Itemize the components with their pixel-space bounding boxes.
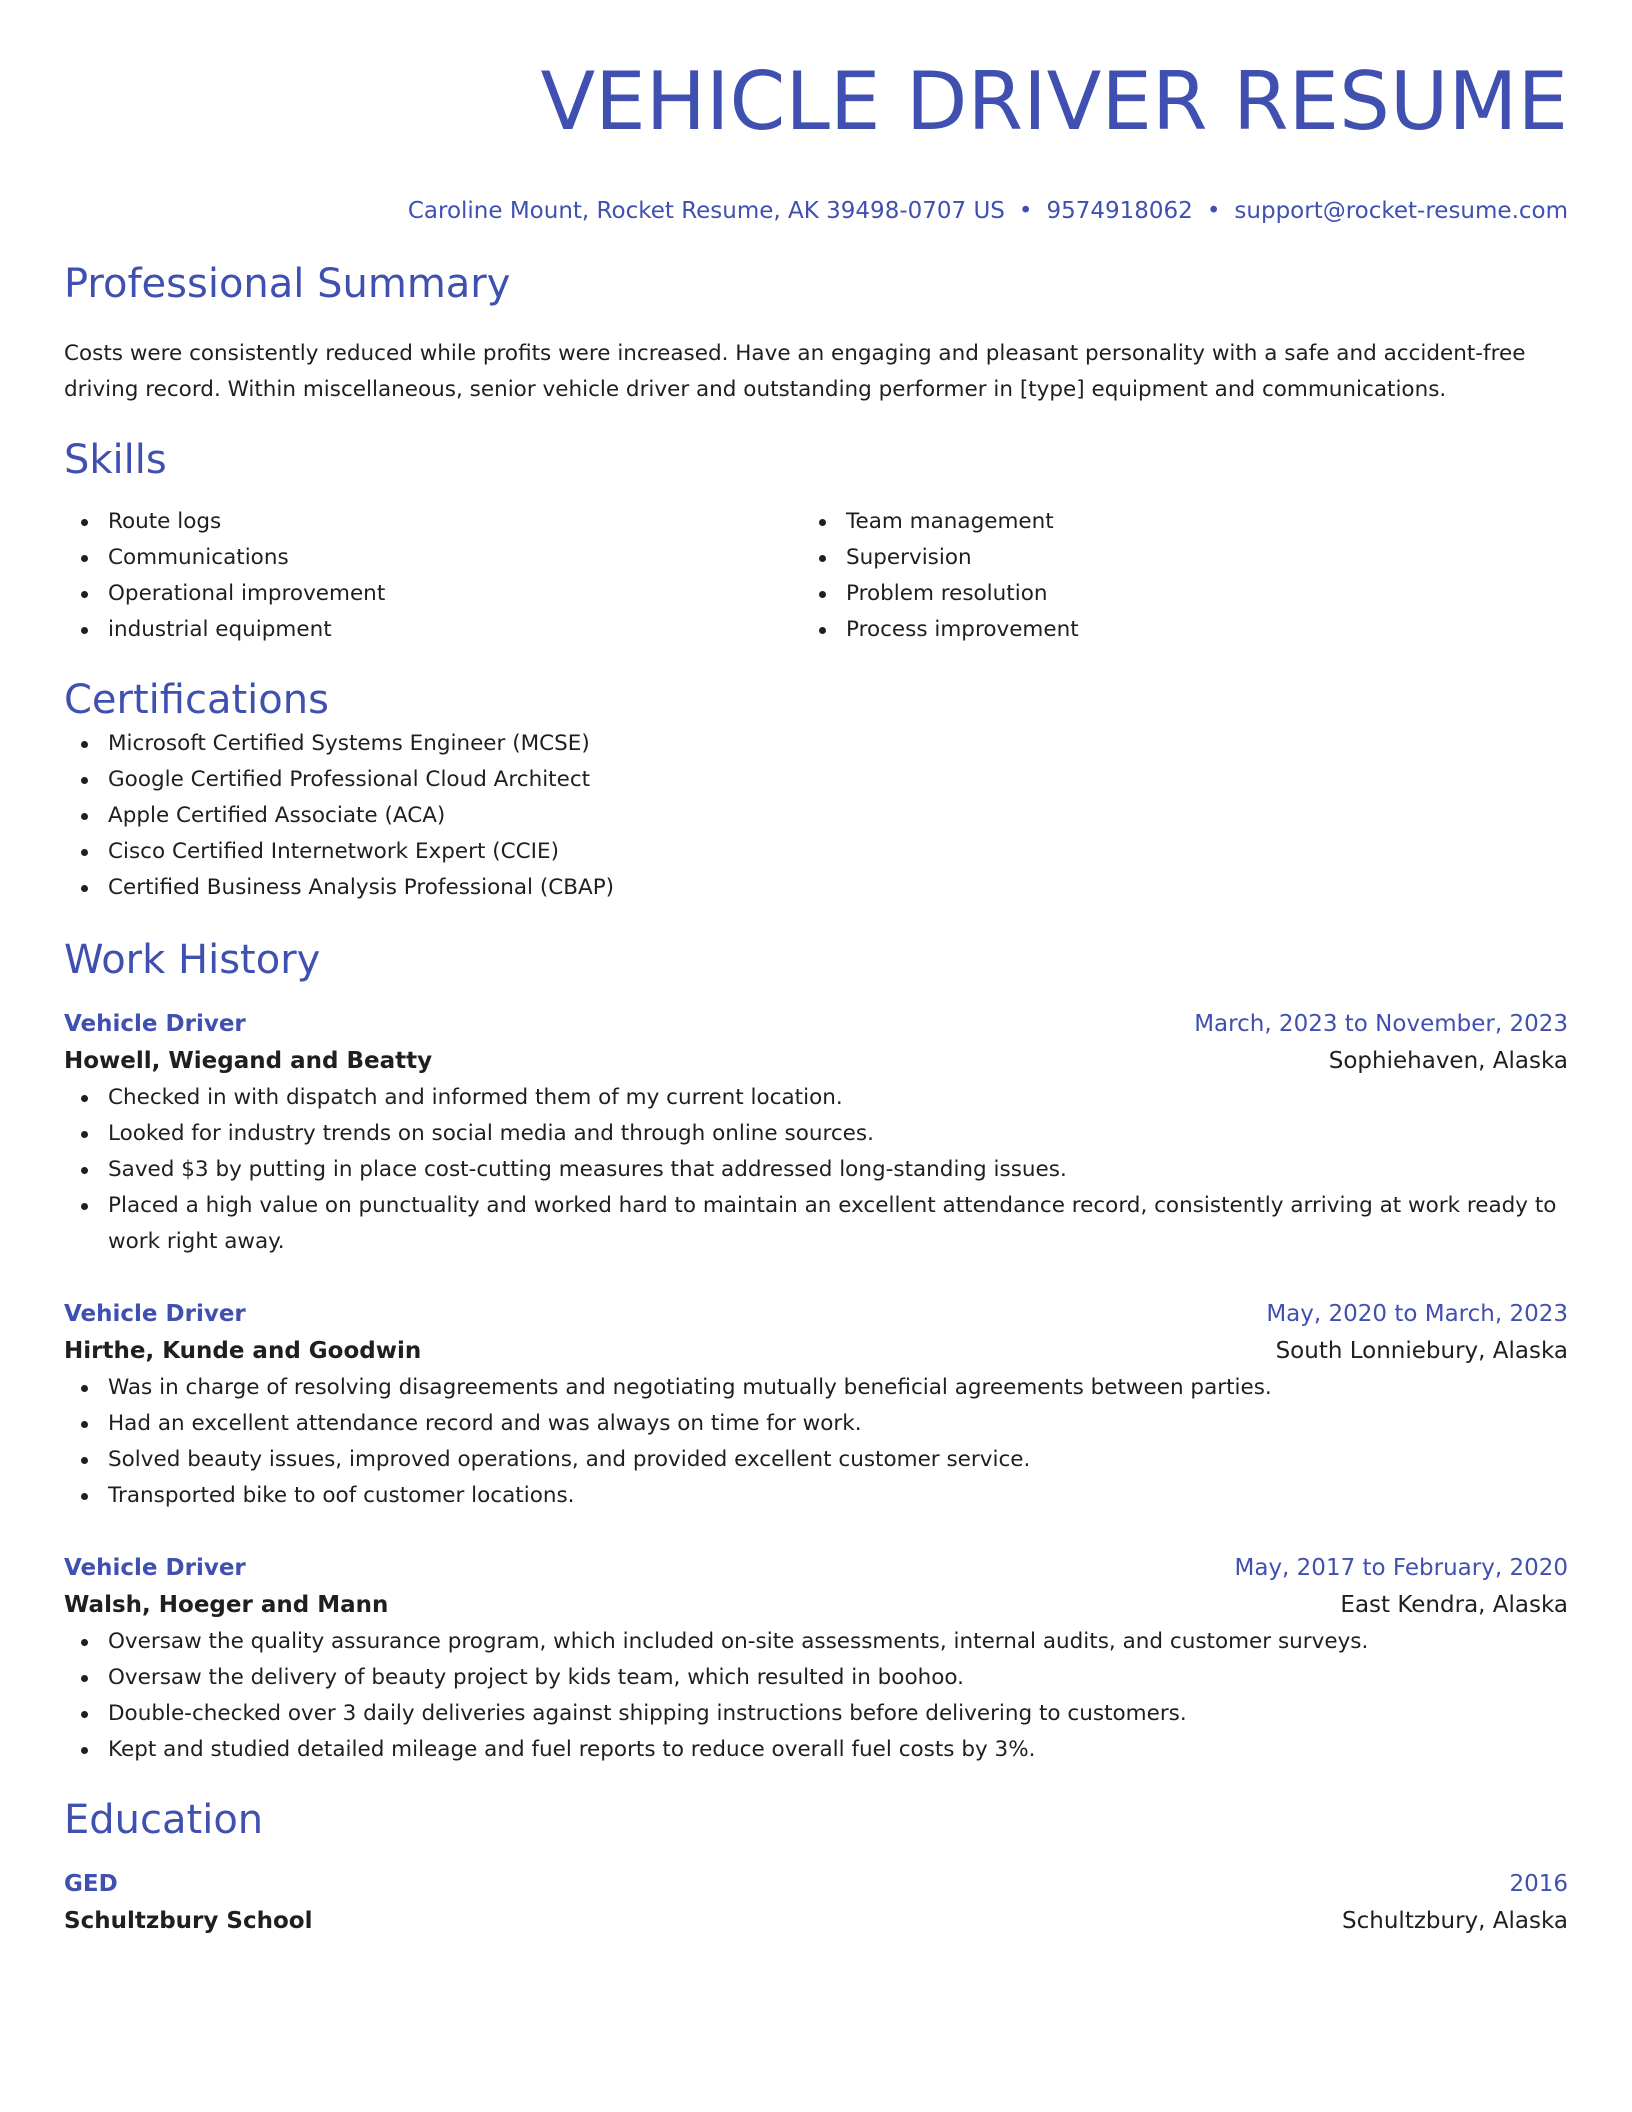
skill-item: industrial equipment	[64, 612, 802, 648]
job-bullets	[64, 1080, 1568, 1260]
job-title: Vehicle Driver	[64, 1011, 246, 1037]
job-dates: May, 2017 to February, 2020	[1234, 1555, 1568, 1581]
job-title: Vehicle Driver	[64, 1301, 246, 1327]
job-company: Hirthe, Kunde and Goodwin	[64, 1338, 422, 1364]
certification-item: Apple Certified Associate (ACA)	[64, 798, 1568, 834]
job-bullet: Checked in with dispatch and informed them of my current location.	[64, 1080, 1568, 1116]
job-company-row	[64, 1042, 1568, 1080]
education-location: Schultzbury, Alaska	[1342, 1908, 1568, 1934]
work-history-heading: Work History	[64, 937, 321, 983]
education-heading: Education	[64, 1797, 264, 1843]
skills-section	[64, 434, 1568, 648]
job-bullet: Looked for industry trends on social media and through online sources.	[64, 1116, 1568, 1152]
contact-address: Caroline Mount, Rocket Resume, AK 39498-0707 US	[407, 198, 1005, 224]
skill-item: Process improvement	[802, 612, 1540, 648]
certification-item: Microsoft Certified Systems Engineer (MCSE)	[64, 726, 1568, 762]
job-dates: May, 2020 to March, 2023	[1266, 1301, 1568, 1327]
certifications-heading: Certifications	[64, 677, 329, 723]
job-entry	[64, 1296, 1568, 1514]
job-bullet: Double-checked over 3 daily deliveries against shipping instructions before delivering to customers.	[64, 1696, 1568, 1732]
resume-header	[64, 50, 1568, 226]
summary-heading: Professional Summary	[64, 261, 511, 307]
contact-email: support@rocket-resume.com	[1234, 198, 1568, 224]
job-bullet: Oversaw the quality assurance program, which included on-site assessments, internal audits, and customer surveys.	[64, 1624, 1568, 1660]
education-year: 2016	[1509, 1871, 1568, 1897]
skills-list-left	[64, 504, 802, 648]
summary-section	[64, 258, 1568, 408]
contact-separator: •	[1206, 198, 1221, 224]
education-school: Schultzbury School	[64, 1908, 313, 1934]
contact-phone: 9574918062	[1046, 198, 1193, 224]
job-bullets	[64, 1370, 1568, 1514]
certifications-list	[64, 726, 1568, 906]
certification-item: Google Certified Professional Cloud Architect	[64, 762, 1568, 798]
job-bullet: Placed a high value on punctuality and worked hard to maintain an excellent attendance record, consistently arriving at work ready to work right away.	[64, 1188, 1568, 1260]
certification-item: Certified Business Analysis Professional (CBAP)	[64, 870, 1568, 906]
job-company: Howell, Wiegand and Beatty	[64, 1048, 433, 1074]
summary-text: Costs were consistently reduced while profits were increased. Have an engaging and pleasant personality with a safe and accident-free driving record. Within miscellaneous, senior vehicle driver and outstanding performer in [type] equipment and communications.	[64, 341, 1526, 402]
education-school-row	[64, 1902, 1568, 1940]
resume-title: VEHICLE DRIVER RESUME	[540, 55, 1568, 148]
job-bullet: Saved $3 by putting in place cost-cutting measures that addressed long-standing issues.	[64, 1152, 1568, 1188]
job-location: South Lonniebury, Alaska	[1275, 1338, 1568, 1364]
work-history-section	[64, 934, 1568, 1768]
job-bullet: Had an excellent attendance record and was always on time for work.	[64, 1406, 1568, 1442]
education-section	[64, 1794, 1568, 1940]
job-bullet: Solved beauty issues, improved operations, and provided excellent customer service.	[64, 1442, 1568, 1478]
contact-line	[64, 196, 1568, 226]
job-bullet: Kept and studied detailed mileage and fuel reports to reduce overall fuel costs by 3%.	[64, 1732, 1568, 1768]
job-entry	[64, 1550, 1568, 1768]
job-title-row	[64, 1006, 1568, 1042]
certification-item: Cisco Certified Internetwork Expert (CCIE)	[64, 834, 1568, 870]
job-title: Vehicle Driver	[64, 1555, 246, 1581]
job-company-row	[64, 1586, 1568, 1624]
job-title-row	[64, 1550, 1568, 1586]
skills-list-right	[802, 504, 1540, 648]
skills-heading: Skills	[64, 437, 167, 483]
skills-grid	[64, 504, 1568, 648]
job-bullet: Transported bike to oof customer locations.	[64, 1478, 1568, 1514]
skill-item: Route logs	[64, 504, 802, 540]
job-company-row	[64, 1332, 1568, 1370]
certifications-section	[64, 674, 1568, 906]
job-title-row	[64, 1296, 1568, 1332]
job-dates: March, 2023 to November, 2023	[1194, 1011, 1568, 1037]
job-location: Sophiehaven, Alaska	[1328, 1048, 1568, 1074]
skill-item: Supervision	[802, 540, 1540, 576]
education-entry	[64, 1866, 1568, 1940]
skill-item: Operational improvement	[64, 576, 802, 612]
job-bullet: Was in charge of resolving disagreements and negotiating mutually beneficial agreements between parties.	[64, 1370, 1568, 1406]
education-degree: GED	[64, 1871, 118, 1897]
skill-item: Team management	[802, 504, 1540, 540]
contact-separator: •	[1018, 198, 1033, 224]
job-location: East Kendra, Alaska	[1340, 1592, 1568, 1618]
skill-item: Problem resolution	[802, 576, 1540, 612]
education-degree-row	[64, 1866, 1568, 1902]
job-company: Walsh, Hoeger and Mann	[64, 1592, 389, 1618]
job-entry	[64, 1006, 1568, 1260]
job-bullet: Oversaw the delivery of beauty project by kids team, which resulted in boohoo.	[64, 1660, 1568, 1696]
job-bullets	[64, 1624, 1568, 1768]
skill-item: Communications	[64, 540, 802, 576]
